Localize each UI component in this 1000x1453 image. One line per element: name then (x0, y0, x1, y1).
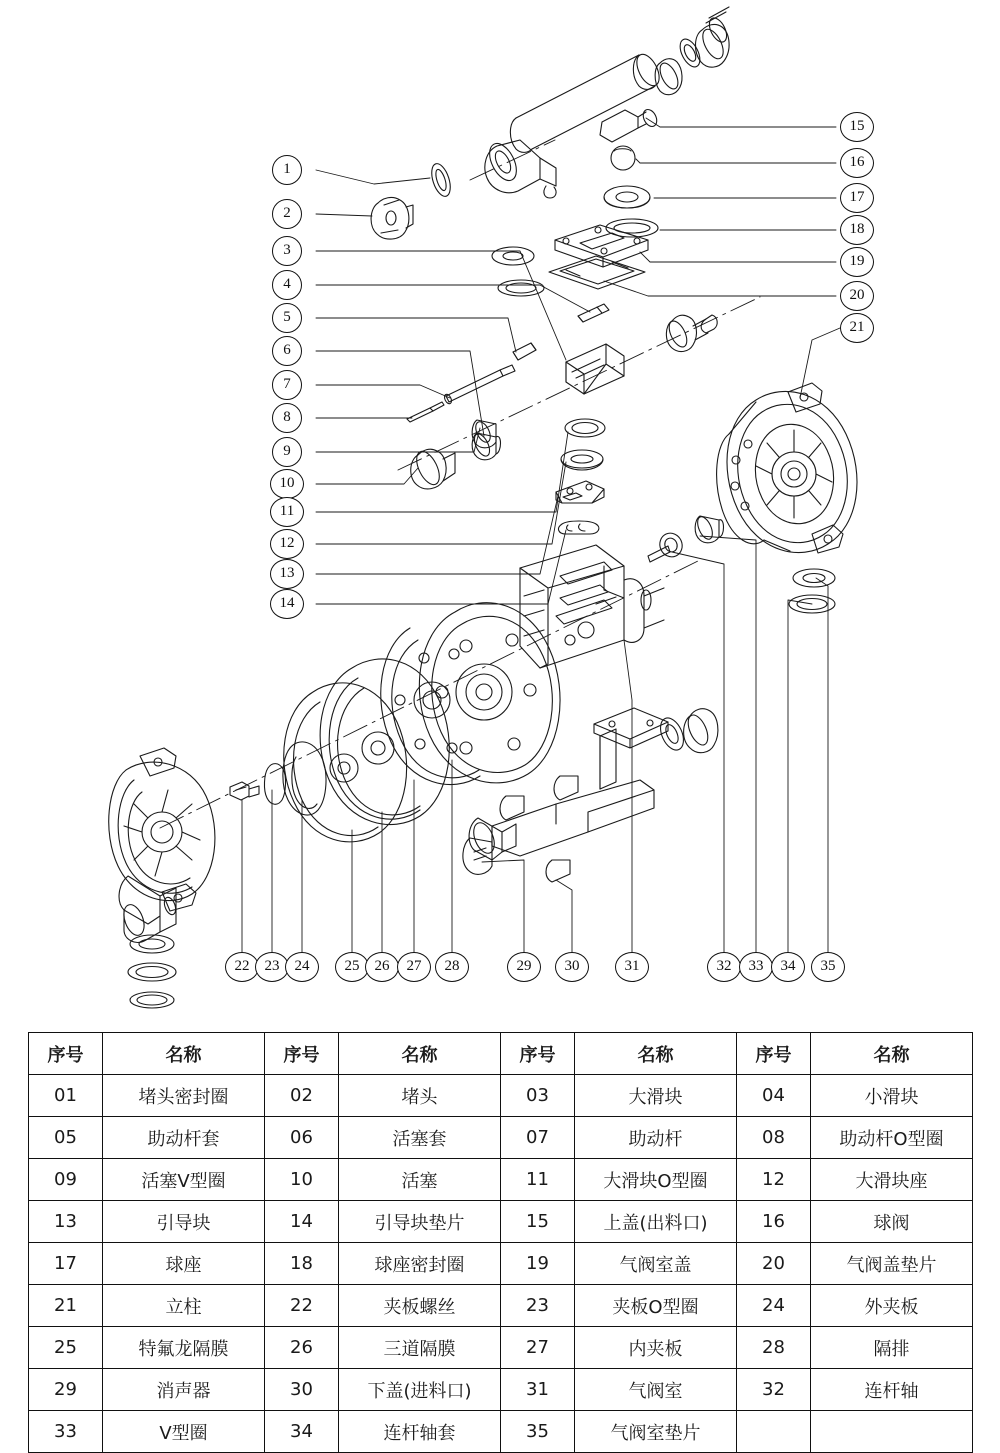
callout-2: 2 (272, 199, 302, 229)
callout-26: 26 (365, 952, 399, 982)
part-no: 08 (737, 1117, 811, 1159)
part-end-cap-right (666, 315, 718, 352)
part-name: 引导块垫片 (339, 1201, 501, 1243)
part-no: 03 (501, 1075, 575, 1117)
part-no: 15 (501, 1201, 575, 1243)
part-no: 05 (29, 1117, 103, 1159)
part-name: 气阀盖垫片 (811, 1243, 973, 1285)
callout-13: 13 (270, 559, 304, 589)
part-name: 助动杆套 (103, 1117, 265, 1159)
part-no: 22 (265, 1285, 339, 1327)
part-name: 活塞套 (339, 1117, 501, 1159)
part-lower-housing-left (109, 748, 215, 942)
part-no: 21 (29, 1285, 103, 1327)
part-no: 25 (29, 1327, 103, 1369)
callout-3: 3 (272, 236, 302, 266)
header-index-4: 序号 (737, 1033, 811, 1075)
part-no: 01 (29, 1075, 103, 1117)
callout-7: 7 (272, 370, 302, 400)
callout-28: 28 (435, 952, 469, 982)
callout-20: 20 (840, 281, 874, 311)
callout-16: 16 (840, 148, 874, 178)
callout-30: 30 (555, 952, 589, 982)
part-name: 球座 (103, 1243, 265, 1285)
table-row (29, 1327, 973, 1369)
part-big-slider (566, 344, 624, 394)
part-no: 31 (501, 1369, 575, 1411)
part-name: 球座密封圈 (339, 1243, 501, 1285)
part-no: 28 (737, 1327, 811, 1369)
part-no: 06 (265, 1117, 339, 1159)
part-name: 助动杆O型圈 (811, 1117, 973, 1159)
part-no: 12 (737, 1159, 811, 1201)
callout-23: 23 (255, 952, 289, 982)
part-no: 10 (265, 1159, 339, 1201)
part-name: 助动杆 (575, 1117, 737, 1159)
table-row (29, 1285, 973, 1327)
callout-25: 25 (335, 952, 369, 982)
callout-9: 9 (272, 437, 302, 467)
part-ball-seat-17 (604, 186, 650, 208)
part-v-ring-33 (656, 530, 686, 561)
callout-29: 29 (507, 952, 541, 982)
part-air-valve-chamber (520, 545, 664, 668)
part-no: 32 (737, 1369, 811, 1411)
callout-1: 1 (272, 155, 302, 185)
table-row (29, 1159, 973, 1201)
part-name: 夹板O型圈 (575, 1285, 737, 1327)
part-washer-b (498, 280, 544, 296)
part-no: 30 (265, 1369, 339, 1411)
part-name: 气阀室垫片 (575, 1411, 737, 1453)
part-no: 02 (265, 1075, 339, 1117)
part-name: 小滑块 (811, 1075, 973, 1117)
callout-24: 24 (285, 952, 319, 982)
part-small-slider (578, 304, 609, 322)
part-no: 09 (29, 1159, 103, 1201)
part-washer-a (492, 247, 534, 265)
part-name: 连杆轴 (811, 1369, 973, 1411)
part-name: 球阀 (811, 1201, 973, 1243)
part-name: 特氟龙隔膜 (103, 1327, 265, 1369)
callout-8: 8 (272, 403, 302, 433)
table-row (29, 1411, 973, 1453)
callout-34: 34 (771, 952, 805, 982)
part-name: 气阀室 (575, 1369, 737, 1411)
part-auxiliary-rod (443, 365, 515, 405)
callout-27: 27 (397, 952, 431, 982)
part-name: 气阀室盖 (575, 1243, 737, 1285)
part-no-empty (737, 1411, 811, 1453)
part-no: 04 (737, 1075, 811, 1117)
part-no: 16 (737, 1201, 811, 1243)
callout-4: 4 (272, 270, 302, 300)
table-row (29, 1075, 973, 1117)
part-name: 三道隔膜 (339, 1327, 501, 1369)
part-pin-8 (407, 402, 444, 422)
callout-17: 17 (840, 183, 874, 213)
header-index-1: 序号 (29, 1033, 103, 1075)
table-row (29, 1117, 973, 1159)
part-name: 堵头密封圈 (103, 1075, 265, 1117)
header-name-3: 名称 (575, 1033, 737, 1075)
part-no: 17 (29, 1243, 103, 1285)
part-no: 19 (501, 1243, 575, 1285)
callout-31: 31 (615, 952, 649, 982)
part-name: 活塞V型圈 (103, 1159, 265, 1201)
parts-list-table (28, 1032, 973, 1453)
part-name: 隔排 (811, 1327, 973, 1369)
callout-5: 5 (272, 303, 302, 333)
header-index-3: 序号 (501, 1033, 575, 1075)
part-connecting-rod-shaft (648, 546, 670, 562)
callout-32: 32 (707, 952, 741, 982)
part-name: 外夹板 (811, 1285, 973, 1327)
callout-18: 18 (840, 215, 874, 245)
part-lower-rings (128, 935, 176, 1008)
part-no: 14 (265, 1201, 339, 1243)
part-name: 引导块 (103, 1201, 265, 1243)
part-no: 26 (265, 1327, 339, 1369)
header-name-4: 名称 (811, 1033, 973, 1075)
part-no: 13 (29, 1201, 103, 1243)
part-guide-block-gasket (559, 521, 599, 534)
part-plug-seal-ring (428, 161, 454, 198)
part-no: 27 (501, 1327, 575, 1369)
part-aux-rod-sleeve (513, 343, 536, 360)
part-name: 立柱 (103, 1285, 265, 1327)
part-name: 上盖(出料口) (575, 1201, 737, 1243)
part-guide-block (556, 481, 604, 503)
callout-33: 33 (739, 952, 773, 982)
table-row (29, 1369, 973, 1411)
part-no: 11 (501, 1159, 575, 1201)
part-upper-cover-outlet (484, 7, 730, 198)
callout-22: 22 (225, 952, 259, 982)
part-name: 活塞 (339, 1159, 501, 1201)
part-air-valve-cover-gasket (549, 256, 645, 289)
part-column-21 (707, 383, 857, 553)
part-name-empty (811, 1411, 973, 1453)
part-muffler (463, 838, 492, 874)
part-name: 内夹板 (575, 1327, 737, 1369)
part-no: 23 (501, 1285, 575, 1327)
callout-10: 10 (270, 469, 304, 499)
part-big-slider-o-ring (565, 419, 605, 437)
part-no: 07 (501, 1117, 575, 1159)
part-name: 连杆轴套 (339, 1411, 501, 1453)
part-no: 35 (501, 1411, 575, 1453)
part-name: 大滑块 (575, 1075, 737, 1117)
part-diaphragm-assembly-discs (381, 603, 560, 785)
part-three-layer-diaphragm (320, 659, 449, 825)
part-name: 消声器 (103, 1369, 265, 1411)
part-bottom-cover-inlet (469, 708, 718, 882)
table-header-row (29, 1033, 973, 1075)
part-name: 大滑块O型圈 (575, 1159, 737, 1201)
part-no: 33 (29, 1411, 103, 1453)
table-row (29, 1243, 973, 1285)
part-plug (371, 197, 413, 239)
table-row (29, 1201, 973, 1243)
part-clamp-plate-o-ring (264, 764, 285, 805)
callout-14: 14 (270, 589, 304, 619)
part-no: 34 (265, 1411, 339, 1453)
part-name: V型圈 (103, 1411, 265, 1453)
callout-11: 11 (270, 497, 304, 527)
callout-21: 21 (840, 313, 874, 343)
part-no: 29 (29, 1369, 103, 1411)
header-index-2: 序号 (265, 1033, 339, 1075)
header-name-1: 名称 (103, 1033, 265, 1075)
part-no: 18 (265, 1243, 339, 1285)
callout-19: 19 (840, 247, 874, 277)
part-no: 20 (737, 1243, 811, 1285)
callout-15: 15 (840, 112, 874, 142)
part-name: 下盖(进料口) (339, 1369, 501, 1411)
callout-12: 12 (270, 529, 304, 559)
header-name-2: 名称 (339, 1033, 501, 1075)
part-name: 堵头 (339, 1075, 501, 1117)
part-no: 24 (737, 1285, 811, 1327)
part-big-slider-seat (561, 450, 603, 470)
callout-35: 35 (811, 952, 845, 982)
part-connecting-rod-bushing (695, 515, 724, 543)
part-name: 大滑块座 (811, 1159, 973, 1201)
part-name: 夹板螺丝 (339, 1285, 501, 1327)
part-ball-valve-16 (611, 146, 635, 170)
callout-6: 6 (272, 336, 302, 366)
